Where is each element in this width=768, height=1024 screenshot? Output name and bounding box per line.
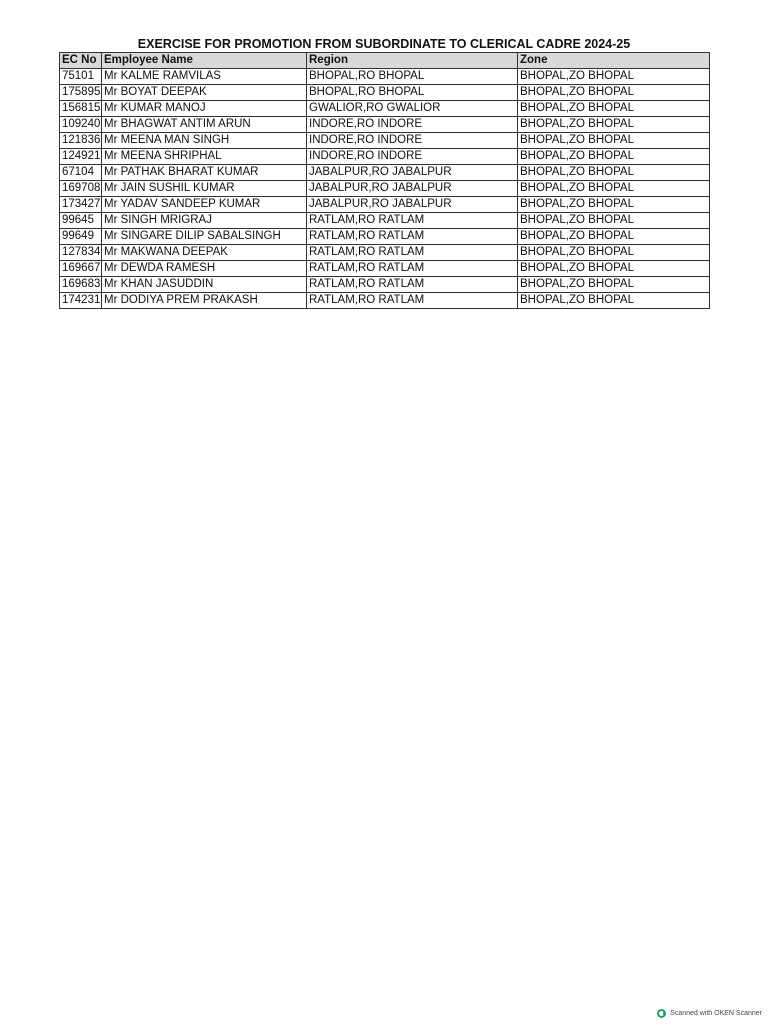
table-row <box>60 149 710 165</box>
cell-ec-no: 175895 <box>60 85 102 101</box>
cell-zone: BHOPAL,ZO BHOPAL <box>518 197 710 213</box>
cell-region: INDORE,RO INDORE <box>307 117 518 133</box>
table-row <box>60 261 710 277</box>
cell-zone: BHOPAL,ZO BHOPAL <box>518 181 710 197</box>
cell-employee-name: Mr KALME RAMVILAS <box>102 69 307 85</box>
cell-zone: BHOPAL,ZO BHOPAL <box>518 117 710 133</box>
header-ec-no: EC No <box>60 53 102 69</box>
table-row <box>60 229 710 245</box>
table-row <box>60 117 710 133</box>
table-body <box>60 69 710 309</box>
cell-ec-no: 174231 <box>60 293 102 309</box>
cell-zone: BHOPAL,ZO BHOPAL <box>518 69 710 85</box>
cell-zone: BHOPAL,ZO BHOPAL <box>518 229 710 245</box>
table-row <box>60 293 710 309</box>
header-employee-name: Employee Name <box>102 53 307 69</box>
cell-zone: BHOPAL,ZO BHOPAL <box>518 213 710 229</box>
cell-zone: BHOPAL,ZO BHOPAL <box>518 85 710 101</box>
cell-region: INDORE,RO INDORE <box>307 149 518 165</box>
cell-zone: BHOPAL,ZO BHOPAL <box>518 261 710 277</box>
cell-zone: BHOPAL,ZO BHOPAL <box>518 165 710 181</box>
scanner-watermark <box>657 1009 762 1018</box>
header-zone: Zone <box>518 53 710 69</box>
cell-region: RATLAM,RO RATLAM <box>307 213 518 229</box>
cell-employee-name: Mr YADAV SANDEEP KUMAR <box>102 197 307 213</box>
cell-ec-no: 169683 <box>60 277 102 293</box>
table-row <box>60 277 710 293</box>
cell-region: BHOPAL,RO BHOPAL <box>307 69 518 85</box>
cell-region: BHOPAL,RO BHOPAL <box>307 85 518 101</box>
table-row <box>60 69 710 85</box>
table-row <box>60 85 710 101</box>
table-row <box>60 133 710 149</box>
cell-employee-name: Mr PATHAK BHARAT KUMAR <box>102 165 307 181</box>
scanner-watermark-text: Scanned with OKEN Scanner <box>670 1010 762 1017</box>
cell-employee-name: Mr KUMAR MANOJ <box>102 101 307 117</box>
cell-employee-name: Mr BHAGWAT ANTIM ARUN <box>102 117 307 133</box>
cell-ec-no: 99649 <box>60 229 102 245</box>
cell-ec-no: 121836 <box>60 133 102 149</box>
cell-employee-name: Mr MAKWANA DEEPAK <box>102 245 307 261</box>
promotion-table <box>59 52 710 309</box>
cell-employee-name: Mr MEENA SHRIPHAL <box>102 149 307 165</box>
cell-ec-no: 173427 <box>60 197 102 213</box>
cell-region: RATLAM,RO RATLAM <box>307 229 518 245</box>
cell-ec-no: 169708 <box>60 181 102 197</box>
cell-region: RATLAM,RO RATLAM <box>307 245 518 261</box>
table-row <box>60 245 710 261</box>
cell-employee-name: Mr MEENA MAN SINGH <box>102 133 307 149</box>
cell-ec-no: 99645 <box>60 213 102 229</box>
cell-zone: BHOPAL,ZO BHOPAL <box>518 133 710 149</box>
cell-employee-name: Mr KHAN JASUDDIN <box>102 277 307 293</box>
cell-region: GWALIOR,RO GWALIOR <box>307 101 518 117</box>
cell-ec-no: 127834 <box>60 245 102 261</box>
cell-zone: BHOPAL,ZO BHOPAL <box>518 101 710 117</box>
cell-zone: BHOPAL,ZO BHOPAL <box>518 245 710 261</box>
cell-employee-name: Mr DODIYA PREM PRAKASH <box>102 293 307 309</box>
table-header-row <box>60 53 710 69</box>
cell-zone: BHOPAL,ZO BHOPAL <box>518 149 710 165</box>
cell-employee-name: Mr JAIN SUSHIL KUMAR <box>102 181 307 197</box>
page-title: EXERCISE FOR PROMOTION FROM SUBORDINATE TO CLERICAL CADRE 2024-25 <box>137 37 631 51</box>
cell-zone: BHOPAL,ZO BHOPAL <box>518 293 710 309</box>
cell-ec-no: 156815 <box>60 101 102 117</box>
cell-region: RATLAM,RO RATLAM <box>307 293 518 309</box>
cell-ec-no: 109240 <box>60 117 102 133</box>
cell-employee-name: Mr DEWDA RAMESH <box>102 261 307 277</box>
cell-ec-no: 75101 <box>60 69 102 85</box>
cell-ec-no: 124921 <box>60 149 102 165</box>
header-region: Region <box>307 53 518 69</box>
cell-zone: BHOPAL,ZO BHOPAL <box>518 277 710 293</box>
cell-region: INDORE,RO INDORE <box>307 133 518 149</box>
table-row <box>60 165 710 181</box>
table-row <box>60 181 710 197</box>
cell-region: JABALPUR,RO JABALPUR <box>307 181 518 197</box>
cell-region: RATLAM,RO RATLAM <box>307 277 518 293</box>
cell-region: JABALPUR,RO JABALPUR <box>307 165 518 181</box>
table-row <box>60 197 710 213</box>
oken-scanner-logo-icon <box>657 1009 666 1018</box>
cell-employee-name: Mr SINGH MRIGRAJ <box>102 213 307 229</box>
cell-ec-no: 169667 <box>60 261 102 277</box>
cell-employee-name: Mr BOYAT DEEPAK <box>102 85 307 101</box>
cell-employee-name: Mr SINGARE DILIP SABALSINGH <box>102 229 307 245</box>
cell-region: JABALPUR,RO JABALPUR <box>307 197 518 213</box>
cell-ec-no: 67104 <box>60 165 102 181</box>
table-row <box>60 101 710 117</box>
table-row <box>60 213 710 229</box>
cell-region: RATLAM,RO RATLAM <box>307 261 518 277</box>
